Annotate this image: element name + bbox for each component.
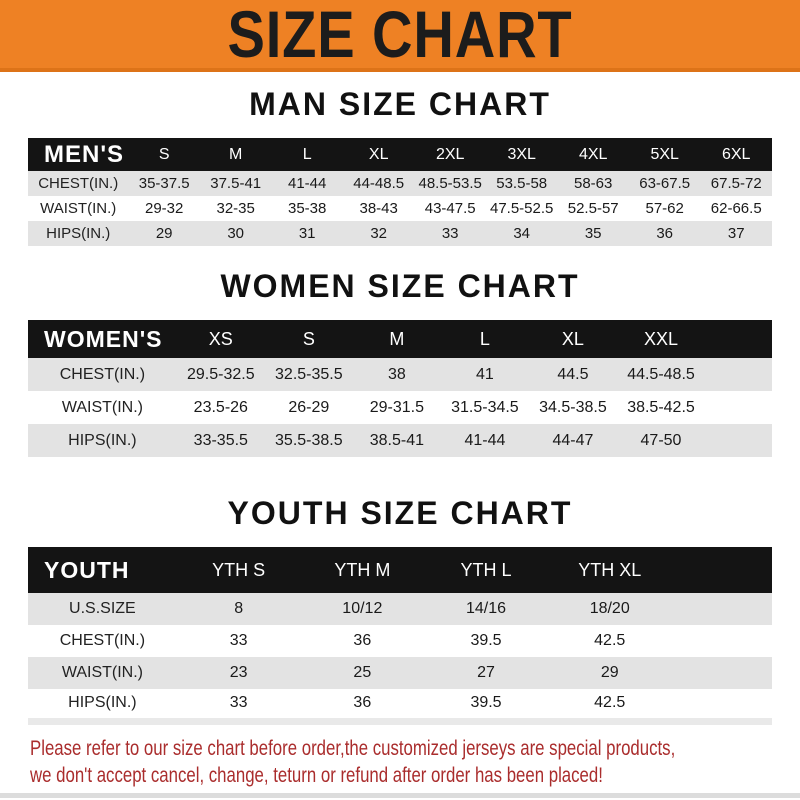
mens-size-table xyxy=(28,138,772,246)
size-value-cell: 8 xyxy=(234,600,244,617)
size-value-cell: 63-67.5 xyxy=(639,175,691,192)
filler-cell xyxy=(705,358,772,391)
filler-cell xyxy=(705,391,772,424)
size-column-header: L xyxy=(479,328,490,349)
table-group-label: WOMEN'S xyxy=(44,325,163,352)
size-value-cell: 38.5-41 xyxy=(369,431,424,449)
size-value-cell: 23 xyxy=(229,664,248,681)
size-value-cell: 10/12 xyxy=(342,600,383,617)
size-value-cell: 29.5-32.5 xyxy=(187,365,255,383)
size-value-cell: 42.5 xyxy=(594,632,626,649)
size-value-cell: 38 xyxy=(387,365,406,383)
filler-cell xyxy=(672,625,772,657)
man-section-title: MAN SIZE CHART xyxy=(249,86,551,122)
size-value-cell: 18/20 xyxy=(589,600,630,617)
size-value-cell: 29-32 xyxy=(145,200,184,217)
youth-size-section xyxy=(0,495,800,725)
size-value-cell: 44.5-48.5 xyxy=(627,365,695,383)
size-value-cell: 31 xyxy=(298,225,316,242)
measurement-row xyxy=(28,358,772,391)
size-value-cell: 30 xyxy=(227,225,245,242)
size-value-cell: 44.5 xyxy=(557,365,589,383)
size-value-cell: 34 xyxy=(513,225,531,242)
size-column-header: XL xyxy=(368,145,389,163)
footer-line-1: Please refer to our size chart before order,the customized jerseys are special products, xyxy=(30,736,676,760)
size-column-header: S xyxy=(158,145,170,163)
footer-line-2: we don't accept cancel, change, teturn or refund after order has been placed! xyxy=(30,763,603,787)
size-value-cell: 32 xyxy=(370,225,388,242)
size-column-header: 4XL xyxy=(578,145,608,163)
size-value-cell: 62-66.5 xyxy=(710,200,762,217)
size-header-row xyxy=(28,138,772,171)
size-value-cell: 27 xyxy=(477,664,495,681)
size-column-header: L xyxy=(302,145,312,163)
size-value-cell: 25 xyxy=(353,664,372,681)
size-column-header: 3XL xyxy=(507,145,536,163)
size-value-cell: 38.5-42.5 xyxy=(627,398,695,416)
footer-note xyxy=(30,735,800,789)
size-value-cell: 35.5-38.5 xyxy=(275,431,343,449)
size-value-cell: 41 xyxy=(476,365,494,383)
size-value-cell: 33 xyxy=(441,225,459,242)
row-label: WAIST(IN.) xyxy=(61,398,143,416)
size-column-header: S xyxy=(302,328,315,349)
filler-cell xyxy=(705,320,772,358)
measurement-row xyxy=(28,593,772,625)
row-label: WAIST(IN.) xyxy=(61,664,143,681)
row-label: CHEST(IN.) xyxy=(59,632,146,649)
row-label: WAIST(IN.) xyxy=(40,200,117,217)
bottom-divider xyxy=(0,793,800,798)
size-header-row xyxy=(28,547,772,593)
size-value-cell: 42.5 xyxy=(594,694,626,712)
row-label: HIPS(IN.) xyxy=(46,225,111,242)
size-value-cell: 33 xyxy=(229,694,248,712)
table-group-label: MEN'S xyxy=(44,140,125,168)
size-value-cell: 67.5-72 xyxy=(710,175,762,192)
filler-cell xyxy=(672,657,772,689)
row-label: U.S.SIZE xyxy=(69,600,136,617)
size-value-cell: 37.5-41 xyxy=(210,175,262,192)
size-value-cell: 41-44 xyxy=(464,431,506,449)
size-value-cell: 14/16 xyxy=(465,600,507,617)
measurement-row xyxy=(28,196,772,221)
size-column-header: YTH XL xyxy=(578,559,642,580)
size-value-cell: 26-29 xyxy=(288,398,330,416)
size-value-cell: 47.5-52.5 xyxy=(489,200,554,217)
man-size-section xyxy=(0,86,800,246)
size-column-header: 5XL xyxy=(650,145,679,163)
size-value-cell: 33 xyxy=(229,632,248,649)
measurement-row xyxy=(28,424,772,457)
size-value-cell: 53.5-58 xyxy=(496,175,548,192)
size-value-cell: 39.5 xyxy=(470,632,502,649)
size-value-cell: 34.5-38.5 xyxy=(539,398,607,416)
measurement-row xyxy=(28,689,772,721)
size-value-cell: 36 xyxy=(353,632,372,649)
size-value-cell: 35 xyxy=(584,225,602,242)
size-value-cell: 32-35 xyxy=(216,200,255,217)
size-value-cell: 44-48.5 xyxy=(353,175,405,192)
filler-cell xyxy=(672,547,772,593)
measurement-row xyxy=(28,657,772,689)
size-value-cell: 35-37.5 xyxy=(138,175,190,192)
size-value-cell: 35-38 xyxy=(288,200,327,217)
size-value-cell: 43-47.5 xyxy=(424,200,476,217)
size-column-header: M xyxy=(389,328,405,349)
size-column-header: XS xyxy=(208,328,233,349)
size-value-cell: 39.5 xyxy=(470,694,502,712)
row-label: CHEST(IN.) xyxy=(38,175,119,192)
women-section-title: WOMEN SIZE CHART xyxy=(220,268,580,304)
size-value-cell: 38-43 xyxy=(359,200,398,217)
size-column-header: YTH L xyxy=(460,559,512,580)
row-label: HIPS(IN.) xyxy=(68,431,137,449)
size-column-header: YTH M xyxy=(334,559,391,580)
filler-cell xyxy=(672,689,772,721)
youth-size-table xyxy=(28,547,772,725)
size-column-header: 6XL xyxy=(721,145,751,163)
row-label: CHEST(IN.) xyxy=(59,365,146,383)
size-value-cell: 48.5-53.5 xyxy=(418,175,482,192)
row-label: HIPS(IN.) xyxy=(68,694,137,712)
size-value-cell: 33-35.5 xyxy=(193,431,248,449)
size-column-header: XXL xyxy=(643,328,679,349)
measurement-row xyxy=(28,171,772,196)
size-column-header: 2XL xyxy=(435,145,465,163)
youth-section-title: YOUTH SIZE CHART xyxy=(227,495,573,531)
size-column-header: XL xyxy=(561,328,584,349)
size-value-cell: 23.5-26 xyxy=(193,398,248,416)
size-value-cell: 36 xyxy=(353,694,372,712)
size-value-cell: 47-50 xyxy=(640,431,682,449)
page-title: SIZE CHART xyxy=(227,0,573,71)
size-value-cell: 31.5-34.5 xyxy=(451,398,519,416)
size-value-cell: 29 xyxy=(155,225,173,242)
womens-size-table xyxy=(28,320,772,457)
measurement-row xyxy=(28,391,772,424)
size-column-header: M xyxy=(229,145,243,163)
size-value-cell: 37 xyxy=(727,225,745,242)
size-value-cell: 29-31.5 xyxy=(369,398,424,416)
size-value-cell: 41-44 xyxy=(288,175,327,192)
size-value-cell: 57-62 xyxy=(645,200,684,217)
measurement-row xyxy=(28,221,772,246)
size-value-cell: 52.5-57 xyxy=(567,200,619,217)
table-group-label: YOUTH xyxy=(44,556,130,583)
size-value-cell: 32.5-35.5 xyxy=(275,365,343,383)
filler-cell xyxy=(705,424,772,457)
women-size-section xyxy=(0,268,800,457)
size-value-cell: 58-63 xyxy=(574,175,613,192)
size-header-row xyxy=(28,320,772,358)
filler-cell xyxy=(672,593,772,625)
size-value-cell: 44-47 xyxy=(552,431,594,449)
size-value-cell: 29 xyxy=(600,664,619,681)
banner xyxy=(0,0,800,72)
size-column-header: YTH S xyxy=(212,559,266,580)
measurement-row xyxy=(28,625,772,657)
size-value-cell: 36 xyxy=(656,225,674,242)
